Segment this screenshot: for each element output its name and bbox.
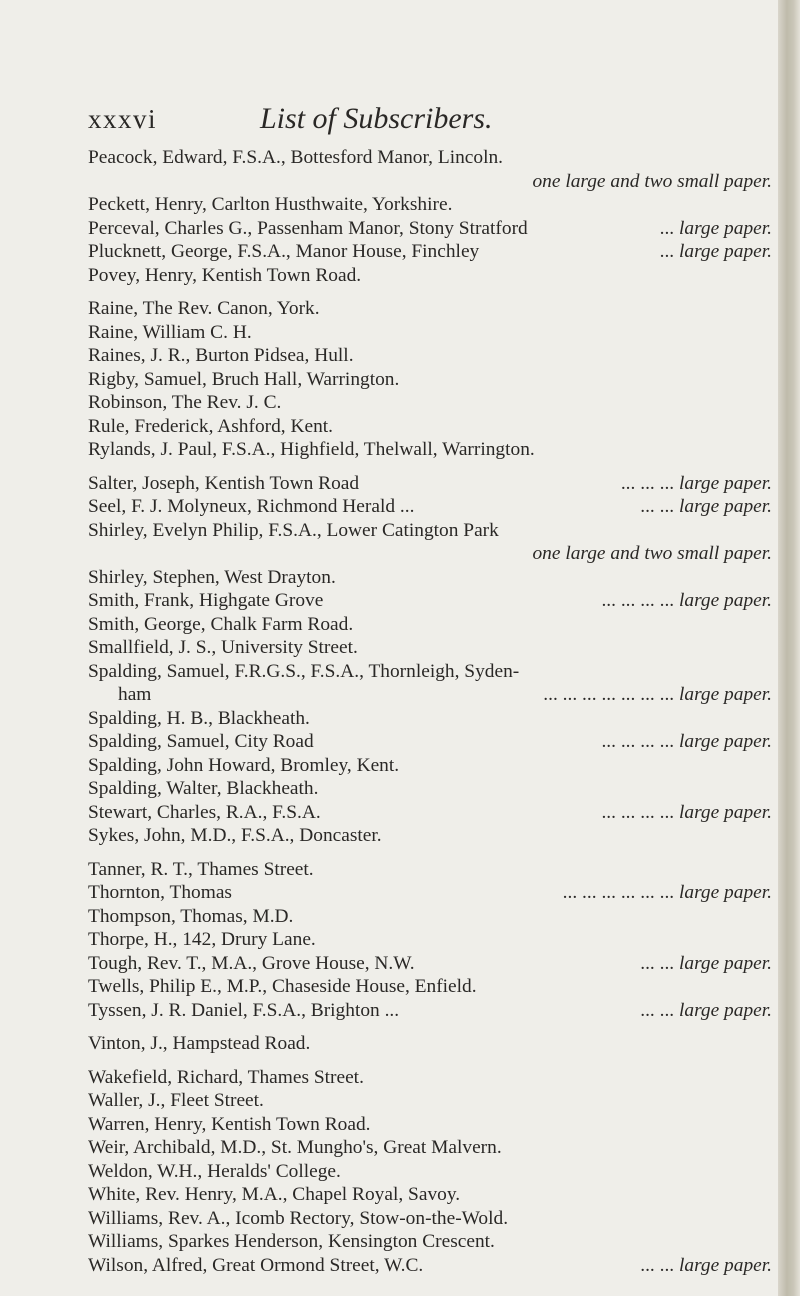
subscriber-line [88,1066,772,1090]
group-separator [88,1056,772,1066]
subscriber-line [88,999,772,1023]
subscriber-text: Williams, Sparkes Henderson, Kensington Crescent. [88,1231,495,1252]
subscriber-text: Robinson, The Rev. J. C. [88,392,282,413]
subscriber-line [88,1113,772,1137]
subscriber-line [88,146,772,170]
paper-note [640,952,772,976]
subscriber-line [88,905,772,929]
subscriber-text: Weir, Archibald, M.D., St. Mungho's, Great Malvern. [88,1137,502,1158]
page-edge-shadow [778,0,800,1296]
subscriber-text: Sykes, John, M.D., F.S.A., Doncaster. [88,825,382,846]
subscriber-text: Povey, Henry, Kentish Town Road. [88,264,362,286]
paper-size-note: large paper. [679,217,772,239]
paper-note [543,683,772,707]
leader-dots: ... ... [640,999,679,1021]
subscriber-text: Warren, Henry, Kentish Town Road. [88,1113,371,1135]
subscriber-text: Raine, William C. H. [88,321,252,343]
subscriber-text: Spalding, Samuel, City Road [88,731,314,752]
subscriber-text: Peckett, Henry, Carlton Husthwaite, Yorkshire. [88,194,453,215]
subscriber-line [88,1089,772,1113]
paper-note [601,589,772,613]
paper-size-note: large paper. [679,801,772,823]
page-title: List of Subscribers. [260,102,493,135]
subscriber-line [88,730,772,754]
subscriber-line [88,801,772,825]
leader-dots: ... ... [640,496,679,517]
group-separator [88,462,772,472]
paper-size-note: large paper. [679,241,772,262]
page-header [88,102,728,136]
leader-dots: ... [659,217,679,239]
group-separator [88,1022,772,1032]
subscriber-text: Plucknett, George, F.S.A., Manor House, Finchley [88,241,480,262]
leader-dots: ... ... [640,1254,679,1276]
subscriber-text: White, Rev. Henry, M.A., Chapel Royal, Savoy. [88,1184,461,1205]
subscriber-line [88,495,772,519]
paper-note [660,240,772,264]
paper-note [640,1254,772,1278]
subscriber-line [88,264,772,288]
paper-note [660,217,772,241]
subscriber-line [88,297,772,321]
subscriber-line [88,881,772,905]
subscriber-text: Tyssen, J. R. Daniel, F.S.A., Brighton ... [88,999,400,1021]
subscriber-group [88,1032,772,1056]
subscriber-text: Waller, J., Fleet Street. [88,1090,264,1111]
subscriber-line [88,824,772,848]
subscriber-line [88,777,772,801]
subscriber-line [88,589,772,613]
subscriber-text: Thorpe, H., 142, Drury Lane. [88,929,316,950]
subscriber-text: Wakefield, Richard, Thames Street. [88,1066,364,1088]
subscriber-text: Thompson, Thomas, M.D. [88,905,294,927]
subscriber-line [88,519,772,543]
page-number: xxxvi [88,104,158,134]
subscriber-text: Spalding, H. B., Blackheath. [88,707,310,729]
subscriber-line [88,975,772,999]
leader-dots: ... ... [640,952,679,974]
subscriber-line [88,391,772,415]
subscriber-line [88,1136,772,1160]
subscriber-text: Tough, Rev. T., M.A., Grove House, N.W. [88,952,415,974]
subscriber-text: Raine, The Rev. Canon, York. [88,298,320,319]
subscriber-line [88,683,772,707]
subscriber-text: Rylands, J. Paul, F.S.A., Highfield, Thelwall, Warrington. [88,439,535,460]
leader-dots: ... ... ... ... [601,801,679,823]
subscriber-line [88,438,772,462]
subscriber-text: Smith, Frank, Highgate Grove [88,590,324,611]
subscriber-line [88,321,772,345]
paper-size-note: one large and two small paper. [532,170,772,192]
subscriber-text: Thornton, Thomas [88,882,232,903]
subscriber-group [88,146,772,287]
subscriber-line [88,542,772,566]
paper-size-note: large paper. [679,684,772,705]
subscriber-text: Salter, Joseph, Kentish Town Road [88,472,360,494]
subscriber-text: Smith, George, Chalk Farm Road. [88,613,354,635]
subscriber-line [88,858,772,882]
paper-size-note: large paper. [679,952,772,974]
paper-size-note: large paper. [679,1254,772,1276]
subscriber-line [88,240,772,264]
subscriber-line [88,952,772,976]
subscriber-text: Williams, Rev. A., Icomb Rectory, Stow-on-the-Wold. [88,1207,509,1229]
paper-note [601,730,772,754]
subscriber-text: Spalding, John Howard, Bromley, Kent. [88,754,400,776]
paper-note [563,881,772,905]
subscriber-line [88,1183,772,1207]
paper-size-note: large paper. [679,999,772,1021]
subscriber-text: Rule, Frederick, Ashford, Kent. [88,415,334,437]
paper-size-note: large paper. [679,472,772,494]
subscriber-line [88,636,772,660]
paper-note [621,472,772,496]
subscriber-line [88,707,772,731]
paper-note [640,999,772,1023]
subscriber-text: Raines, J. R., Burton Pidsea, Hull. [88,345,354,366]
subscriber-line [88,193,772,217]
subscriber-line [88,415,772,439]
paper-size-note: large paper. [679,590,772,611]
subscriber-text: Perceval, Charles G., Passenham Manor, Stony Stratford [88,217,528,239]
subscriber-group [88,1066,772,1278]
subscriber-group [88,858,772,1023]
paper-note [601,801,772,825]
subscriber-text: Vinton, J., Hampstead Road. [88,1033,311,1054]
paper-note [640,495,772,519]
paper-size-note: one large and two small paper. [532,543,772,564]
subscriber-text: Wilson, Alfred, Great Ormond Street, W.C. [88,1254,424,1276]
subscriber-line [88,472,772,496]
subscriber-line [88,1032,772,1056]
subscriber-line [88,566,772,590]
leader-dots: ... ... ... ... ... ... [562,882,679,903]
subscriber-group [88,297,772,462]
leader-dots: ... [659,241,679,262]
group-separator [88,287,772,297]
paper-size-note: large paper. [679,882,772,903]
subscriber-line [88,1160,772,1184]
leader-dots: ... ... ... ... ... ... ... [543,684,679,705]
subscriber-line [88,368,772,392]
subscriber-line [88,613,772,637]
leader-dots: ... ... ... ... [601,731,679,752]
subscriber-line [88,1254,772,1278]
subscriber-text: ham [118,684,152,705]
subscriber-line [88,660,772,684]
subscriber-text: Tanner, R. T., Thames Street. [88,858,314,880]
leader-dots: ... ... ... [620,472,679,494]
leader-dots: ... ... ... ... [601,590,679,611]
subscriber-text: Weldon, W.H., Heralds' College. [88,1160,341,1182]
subscriber-line [88,217,772,241]
subscriber-text: Shirley, Stephen, West Drayton. [88,566,336,588]
subscriber-text: Rigby, Samuel, Bruch Hall, Warrington. [88,368,400,390]
subscriber-text: Spalding, Walter, Blackheath. [88,778,319,799]
paper-size-note: large paper. [679,731,772,752]
subscriber-group [88,472,772,848]
subscriber-line [88,170,772,194]
subscriber-text: Peacock, Edward, F.S.A., Bottesford Manor, Lincoln. [88,147,504,168]
subscriber-text: Spalding, Samuel, F.R.G.S., F.S.A., Thornleigh, Syden- [88,660,520,682]
subscriber-text: Smallfield, J. S., University Street. [88,637,358,658]
subscriber-line [88,1207,772,1231]
subscriber-list [88,146,772,1277]
subscriber-line [88,754,772,778]
subscriber-line [88,344,772,368]
subscriber-text: Seel, F. J. Molyneux, Richmond Herald ... [88,496,415,517]
subscriber-line [88,928,772,952]
subscriber-text: Stewart, Charles, R.A., F.S.A. [88,801,321,823]
subscriber-line [88,1230,772,1254]
subscriber-text: Twells, Philip E., M.P., Chaseside House, Enfield. [88,976,477,997]
subscriber-text: Shirley, Evelyn Philip, F.S.A., Lower Catington Park [88,519,499,541]
group-separator [88,848,772,858]
paper-size-note: large paper. [679,496,772,517]
